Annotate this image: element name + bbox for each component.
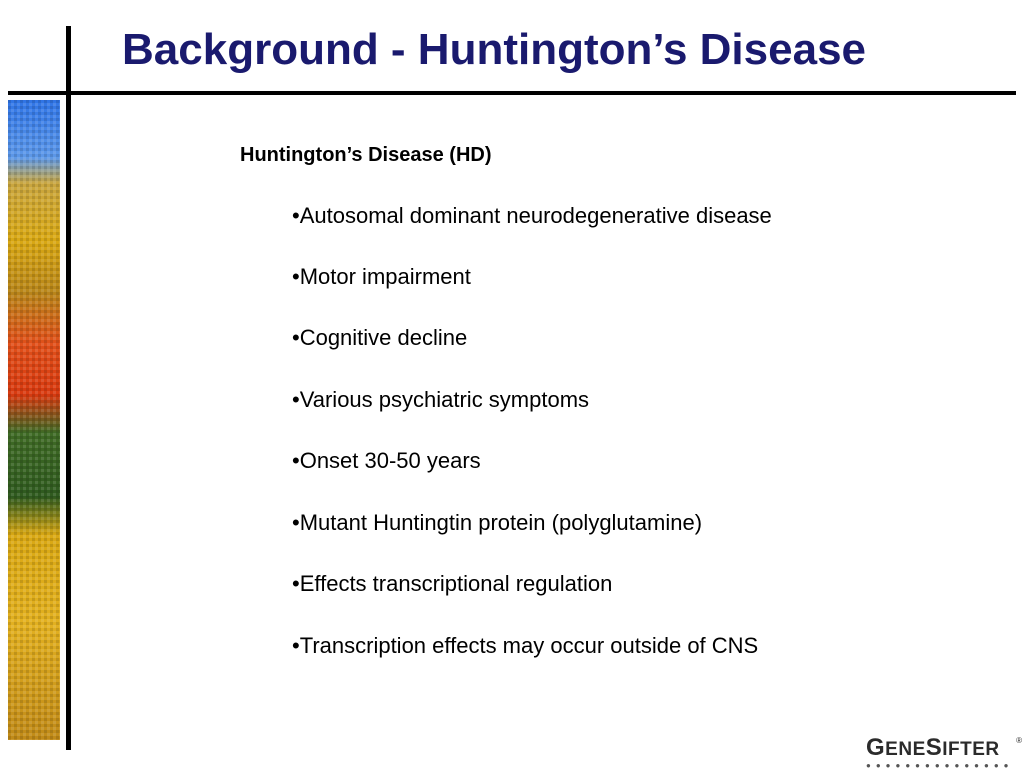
bullet-item: •Motor impairment bbox=[292, 264, 471, 289]
logo-wordmark: GENESIFTER bbox=[866, 734, 1000, 761]
genesifter-logo bbox=[862, 734, 1022, 768]
title-divider-vertical bbox=[66, 26, 71, 750]
bullet-item: •Autosomal dominant neurodegenerative disease bbox=[292, 203, 772, 228]
bullet-item: •Cognitive decline bbox=[292, 325, 468, 350]
bullet-item: •Various psychiatric symptoms bbox=[292, 387, 590, 412]
bullet-item: •Effects transcriptional regulation bbox=[292, 571, 613, 596]
title-divider-horizontal bbox=[8, 91, 1016, 95]
autumn-foliage-image bbox=[8, 100, 60, 740]
section-heading: Huntington’s Disease (HD) bbox=[240, 144, 492, 166]
logo-dots: ●●●●●●●●●●●●●●● bbox=[866, 761, 1014, 770]
bullet-item: •Onset 30-50 years bbox=[292, 448, 481, 473]
registered-mark: ® bbox=[1016, 736, 1022, 745]
bullet-item: •Mutant Huntingtin protein (polyglutamine) bbox=[292, 510, 703, 535]
slide-title: Background - Huntington’s Disease bbox=[122, 25, 867, 74]
bullet-item: •Transcription effects may occur outside of CNS bbox=[292, 633, 759, 658]
